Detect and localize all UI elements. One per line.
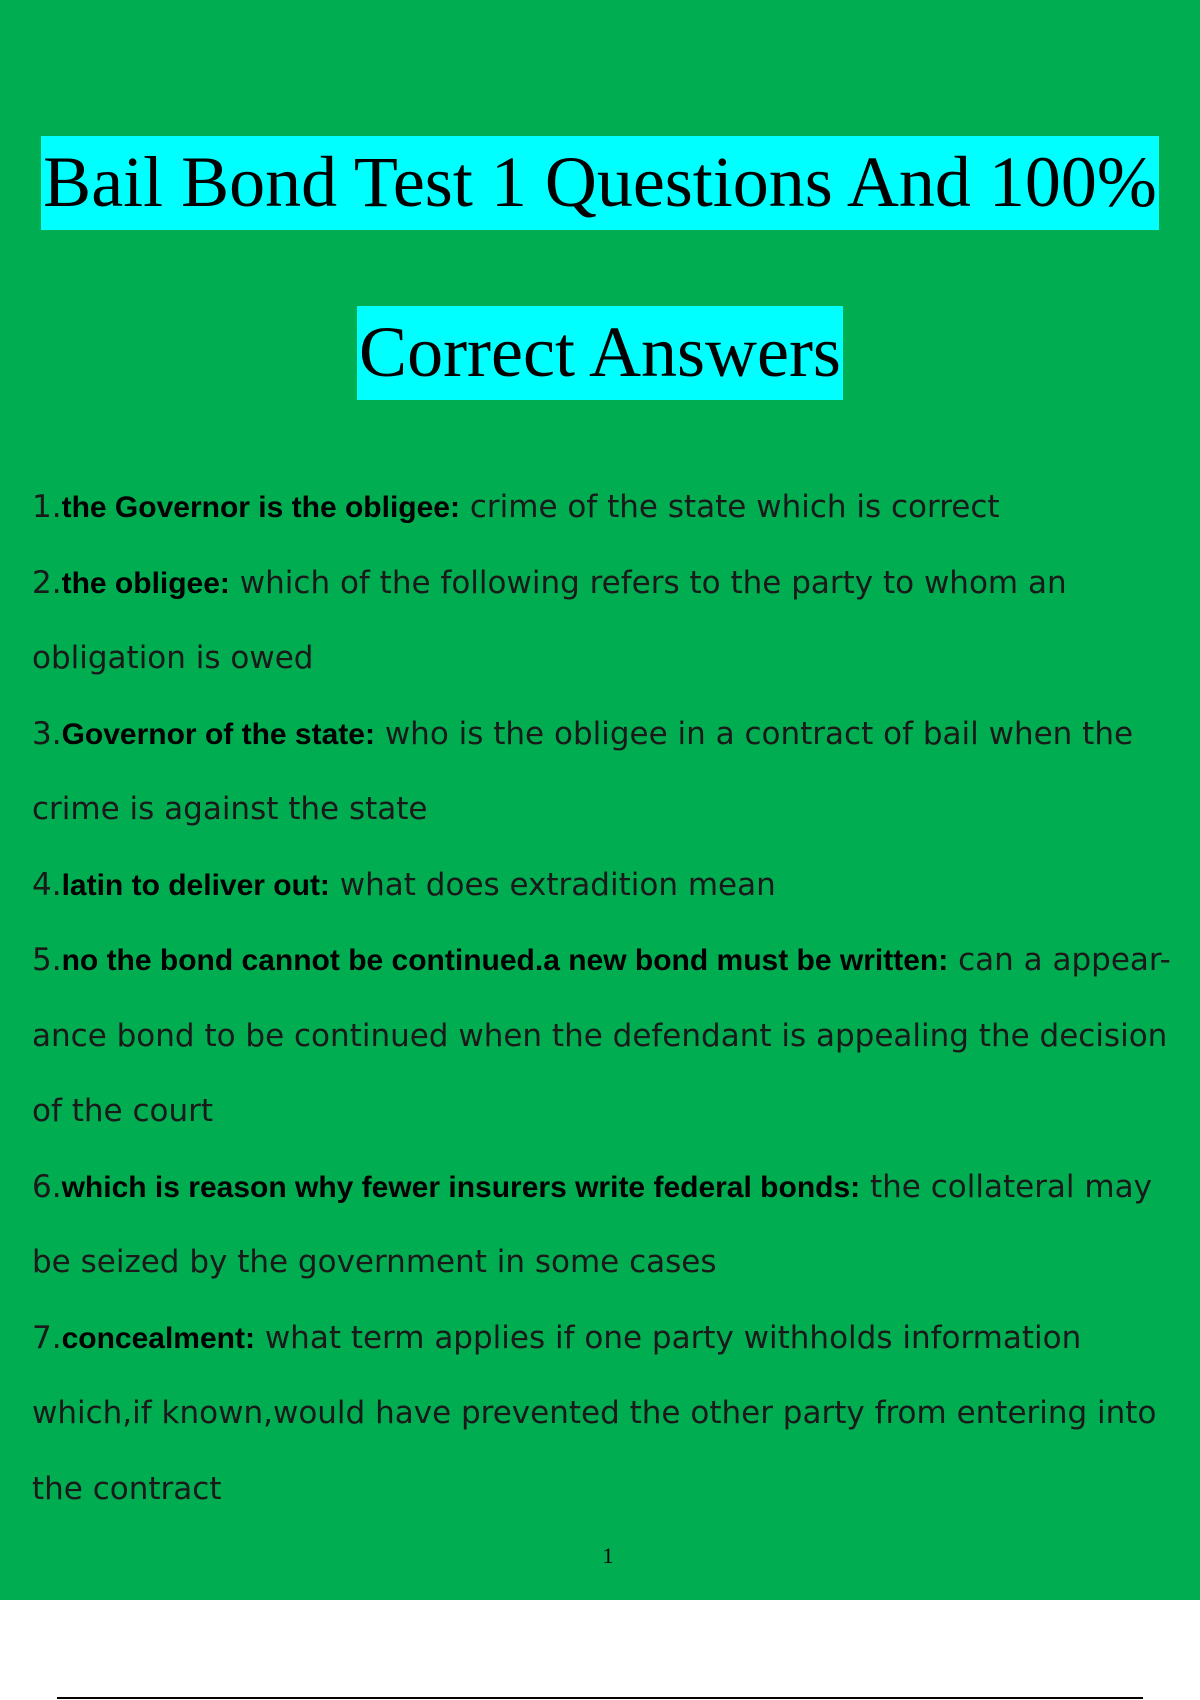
item-term: no the bond cannot be continued.a new bond must be written: (61, 944, 949, 977)
item-number: 2. (32, 564, 62, 601)
item-definition: what term applies if one party withholds information which,if known,would have prevented the other party from entering into the contract (32, 1319, 1157, 1507)
document-title-line-2 (0, 312, 1200, 392)
item-term: which is reason why fewer insurers write federal bonds: (61, 1170, 861, 1204)
item-term: latin to deliver out: (61, 868, 330, 902)
list-item (32, 1150, 1198, 1301)
list-item (32, 1301, 1198, 1528)
list-item (32, 697, 1198, 848)
title-highlight: Correct Answers (357, 306, 843, 400)
item-term: the obligee: (61, 566, 230, 600)
list-item (32, 923, 1198, 1150)
footer-divider (57, 1697, 1143, 1699)
list-item (32, 546, 1198, 697)
title-highlight: Bail Bond Test 1 Questions And 100% (41, 136, 1159, 230)
item-definition: which of the following refers to the party to whom an obligation is owed (32, 564, 1067, 676)
item-definition: can a appear- ance bond to be continued when the defendant is appealing the decision of the court (32, 942, 1171, 1129)
list-item (32, 470, 1198, 546)
list-item (32, 848, 1198, 924)
item-term: the Governor is the obligee: (61, 491, 460, 524)
page-number: 1 (602, 1543, 614, 1568)
item-number: 5. (32, 942, 62, 978)
item-term: concealment: (61, 1321, 255, 1355)
document-title-line-1 (0, 142, 1200, 222)
item-number: 1. (32, 489, 62, 525)
item-number: 6. (32, 1168, 62, 1205)
item-number: 4. (32, 866, 62, 903)
item-definition: who is the obligee in a contract of bail when the crime is against the state (32, 715, 1134, 827)
item-term: Governor of the state: (61, 717, 375, 751)
item-number: 3. (32, 715, 62, 752)
item-definition: what does extradition mean (339, 866, 776, 903)
item-definition: the collateral may be seized by the government in some cases (32, 1168, 1152, 1280)
question-answer-list (32, 470, 1198, 1527)
item-number: 7. (32, 1319, 62, 1356)
item-definition: crime of the state which is correct (469, 489, 1000, 525)
